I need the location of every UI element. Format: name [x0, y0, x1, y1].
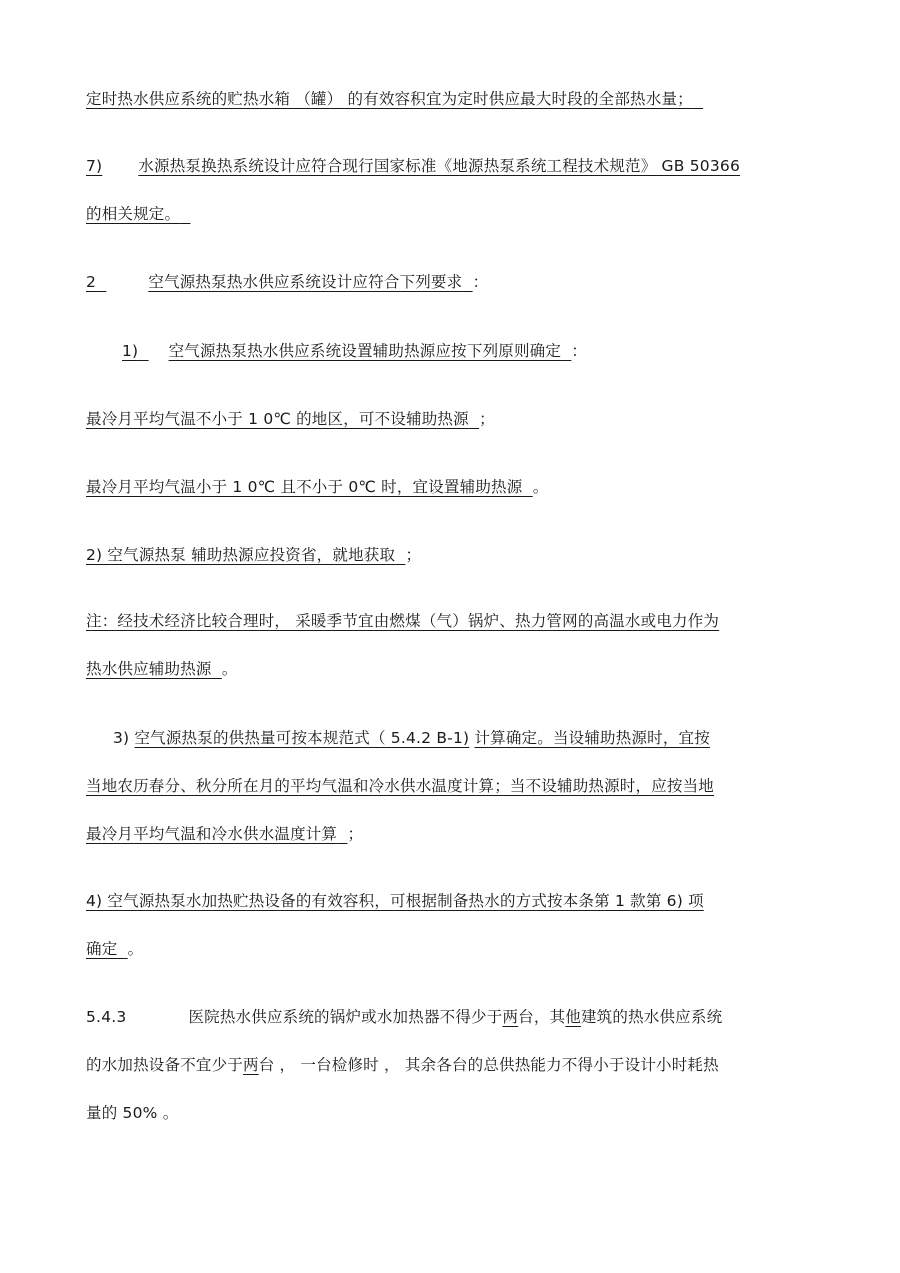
note-text: 注：经技术经济比较合理时， 采暖季节宜由燃煤（气）锅炉、热力管网的高温水或电力作为 [86, 612, 720, 630]
item-1-line [122, 340, 587, 362]
clause-5-4-3-line [86, 1006, 722, 1028]
item-2-line [86, 544, 421, 566]
text-line-3 [86, 203, 190, 225]
note-text: 热水供应辅助热源 [86, 660, 212, 678]
text-line-6 [86, 408, 495, 430]
text-line-15 [86, 938, 143, 960]
text-segment: 台，其 [518, 1008, 566, 1026]
text-segment: 最冷月平均气温小于 1 0℃ 且不小于 0℃ 时，宜设置辅助热源 [86, 478, 523, 496]
text-punctuation: 。 [127, 940, 144, 958]
text-segment: 2) 空气源热泵 辅助热源应投资省，就地获取 [86, 546, 396, 564]
text-line-1 [86, 88, 703, 110]
text-segment: 当地农历春分、秋分所在月的平均气温和冷水供水温度计算；当不设辅助热源时，应按当地 [86, 777, 715, 795]
text-segment: 台 ， 一台检修时 ， 其余各台的总供热能力不得小于设计小时耗热 [258, 1056, 719, 1074]
text-segment: 空气源热泵热水供应系统设计应符合下列要求 [148, 273, 463, 291]
text-line-7 [86, 476, 548, 498]
item-number: 7) [86, 157, 103, 175]
text-line-12 [86, 775, 714, 797]
text-segment-underlined: 他 [565, 1008, 581, 1026]
note-line-2 [86, 658, 238, 680]
text-segment-underlined: 两 [502, 1008, 519, 1026]
item-7-line [86, 155, 740, 177]
text-segment: 定时热水供应系统的贮热水箱 （罐） 的有效容积宜为定时供应最大时段的全部热水量； [86, 90, 693, 108]
text-segment-underlined: 两 [243, 1056, 259, 1074]
text-segment: 4) 空气源热泵水加热贮热设备的有效容积，可根据制备热水的方式按本条第 1 款第 6) 项 [86, 892, 704, 910]
text-segment: 的相关规定。 [86, 205, 181, 223]
text-line-17 [86, 1054, 719, 1076]
clause-2-line [86, 271, 488, 293]
text-punctuation: ； [405, 546, 422, 564]
text-segment: 空气源热泵的供热量可按本规范式（ 5.4.2 B-1) [134, 729, 470, 747]
clause-number: 2 [86, 273, 97, 291]
text-punctuation: 。 [532, 478, 549, 496]
text-line-13 [86, 823, 363, 845]
item-3-line [113, 727, 710, 749]
text-segment: 最冷月平均气温和冷水供水温度计算 [86, 825, 338, 843]
item-4-line [86, 890, 704, 912]
text-punctuation: ； [347, 825, 364, 843]
item-number: 3) [113, 729, 130, 747]
text-segment: 医院热水供应系统的锅炉或水加热器不得少于 [188, 1008, 503, 1026]
text-punctuation: ： [472, 273, 489, 291]
item-number: 1) [122, 342, 139, 360]
note-line-1 [86, 610, 719, 632]
text-segment: 量的 50% 。 [86, 1104, 179, 1122]
text-segment: 空气源热泵热水供应系统设置辅助热源应按下列原则确定 [168, 342, 562, 360]
clause-number: 5.4.3 [86, 1008, 127, 1026]
text-segment: 水源热泵换热系统设计应符合现行国家标准《地源热泵系统工程技术规范》 GB 50366 [138, 157, 741, 175]
text-punctuation: ； [479, 410, 495, 428]
text-punctuation: 。 [221, 660, 238, 678]
text-segment: 计算确定。当设辅助热源时，宜按 [474, 729, 710, 747]
text-segment: 建筑的热水供应系统 [580, 1008, 723, 1026]
text-segment: 的水加热设备不宜少于 [86, 1056, 244, 1074]
text-line-18 [86, 1102, 178, 1124]
text-segment: 最冷月平均气温不小于 1 0℃ 的地区，可不设辅助热源 [86, 410, 469, 428]
text-segment: 确定 [86, 940, 118, 958]
text-punctuation: ： [571, 342, 588, 360]
